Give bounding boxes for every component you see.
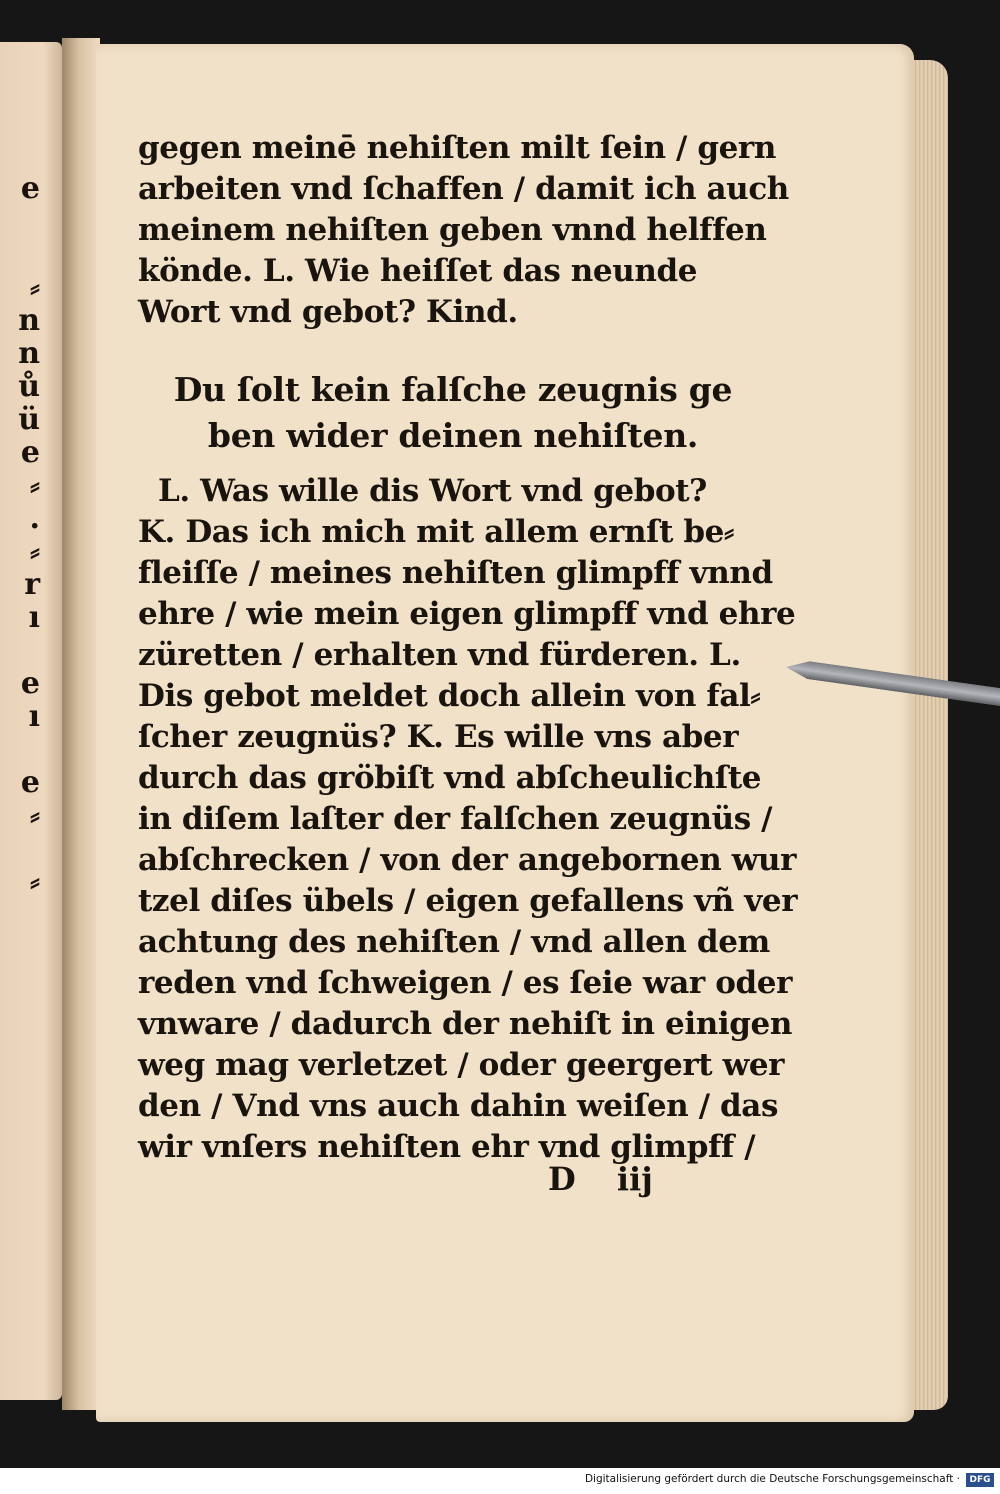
book-gutter <box>62 38 100 1410</box>
paragraph-2 <box>138 471 798 1168</box>
left-page-letters <box>0 172 40 898</box>
text-line: reden vnd ſchweigen / es ſeie war oder <box>138 965 793 1001</box>
text-line: achtung des nehiſten / vnd allen dem <box>138 924 770 960</box>
text-line: könde. L. Wie heiſſet das neunde <box>138 253 698 289</box>
left-letter: ⸗ <box>30 864 40 899</box>
left-page-edge <box>0 42 62 1400</box>
text-line: weg mag verletzet / oder geergert wer <box>138 1047 785 1083</box>
left-letter <box>0 832 40 865</box>
left-letter: e <box>20 171 40 206</box>
text-line: gegen meinē nehiſten milt ſein / gern <box>138 130 776 166</box>
text-line: in diſem laſter der falſchen zeugnüs / <box>138 801 773 837</box>
left-letter: ⸗ <box>30 468 40 503</box>
text-line: vnware / dadurch der nehiſt in einigen <box>138 1006 793 1042</box>
left-letter <box>0 238 40 271</box>
left-letter <box>0 205 40 238</box>
heading-line: Du ſolt kein falſche zeugnis ge <box>173 370 733 409</box>
left-letter: ů <box>18 369 40 404</box>
dfg-logo: DFG <box>966 1473 994 1487</box>
text-line: durch das gröbiſt vnd abſcheulichſte <box>138 760 762 796</box>
paragraph-1 <box>138 128 789 333</box>
commandment-heading <box>138 367 768 459</box>
text-line: fleiſſe / meines nehiſten glimpff vnnd <box>138 555 773 591</box>
left-letter: r <box>24 567 40 602</box>
left-letter: n <box>18 303 40 338</box>
signature-mark: D iij <box>548 1160 653 1198</box>
left-letter: . <box>29 501 40 536</box>
left-letter: n <box>18 336 40 371</box>
text-line: K. Das ich mich mit allem ernſt be⸗ <box>138 514 734 550</box>
text-line: meinem nehiſten geben vnnd helffen <box>138 212 767 248</box>
left-letter: ü <box>18 402 40 437</box>
text-line: Wort vnd gebot? Kind. <box>138 294 518 330</box>
text-line: wir vnſers nehiſten ehr vnd glimpff / <box>138 1129 756 1165</box>
page-text <box>138 128 798 1168</box>
text-line: tzel diſes übels / eigen gefallens vñ ver <box>138 883 798 919</box>
left-letter: ⸗ <box>30 798 40 833</box>
footer-bar <box>0 1468 1000 1494</box>
text-line: ehre / wie mein eigen glimpff vnd ehre <box>138 596 796 632</box>
left-letter: ⸗ <box>30 270 40 305</box>
left-letter: ı <box>28 699 40 734</box>
left-letter <box>0 634 40 667</box>
text-line: den / Vnd vns auch dahin weiſen / das <box>138 1088 779 1124</box>
text-line: L. Was wille dis Wort vnd gebot? <box>158 473 707 509</box>
left-letter: ⸗ <box>30 534 40 569</box>
left-letter: e <box>20 765 40 800</box>
text-line: arbeiten vnd ſchaffen / damit ich auch <box>138 171 789 207</box>
page-edges <box>908 60 948 1410</box>
text-line: Dis gebot meldet doch allein von fal⸗ <box>138 678 761 714</box>
text-line: abſchrecken / von der angebornen wur <box>138 842 797 878</box>
footer-credit: Digitalisierung gefördert durch die Deutsche Forschungsgemeinschaft · <box>584 1473 960 1485</box>
left-letter: e <box>20 666 40 701</box>
left-letter: e <box>20 435 40 470</box>
heading-line: ben wider deinen nehiſten. <box>207 416 699 455</box>
text-line: ſcher zeugnüs? K. Es wille vns aber <box>138 719 739 755</box>
left-letter: ı <box>28 600 40 635</box>
left-letter <box>0 733 40 766</box>
text-line: züretten / erhalten vnd fürderen. L. <box>138 637 741 673</box>
